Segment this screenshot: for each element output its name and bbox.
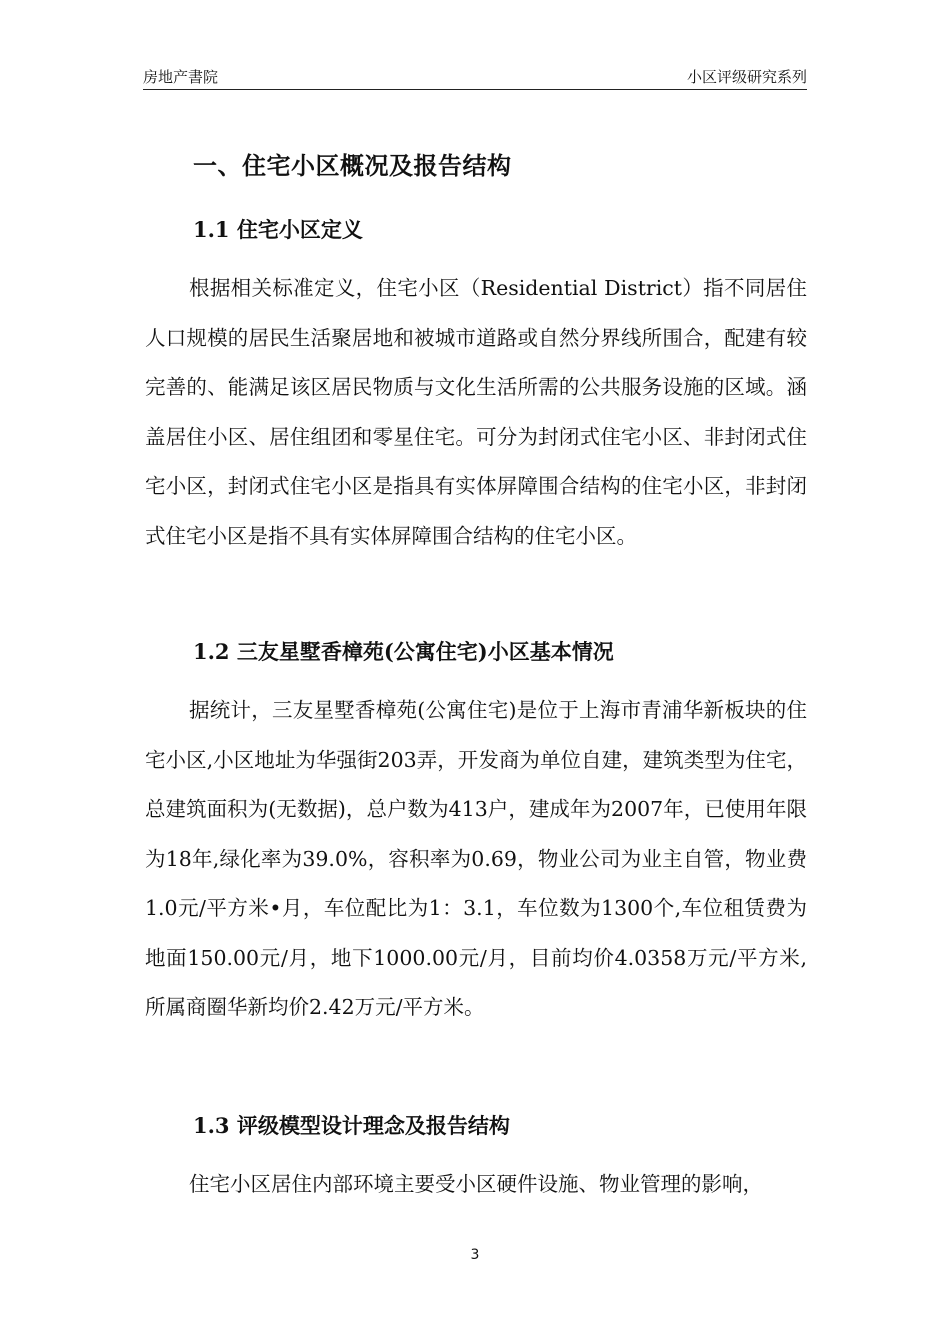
subsection-title-1-3: 1.3 评级模型设计理念及报告结构	[193, 1113, 510, 1138]
page-number: 3	[470, 1247, 480, 1263]
header-left-title: 房地产書院	[143, 68, 219, 86]
subsection-body-1-3: 住宅小区居住内部环境主要受小区硬件设施、物业管理的影响，	[189, 1172, 763, 1196]
subsection-title-1-2: 1.2 三友星墅香樟苑(公寓住宅)小区基本情况	[193, 639, 614, 664]
header-divider	[143, 89, 807, 90]
section-title: 一、住宅小区概况及报告结构	[193, 152, 512, 180]
subsection-body-1-1: 根据相关标准定义，住宅小区（Residential District）指不同居住人口规模的居民生活聚居地和被城市道路或自然分界线所围合，配建有较完善的、能满足该区居民物质与文化生活所需的公共服务设施的区域。涵盖居住小区、居住组团和零星住宅。可分为封闭式住宅小区、非封闭式住宅小区，封闭式住宅小区是指具有实体屏障围合结构的住宅小区，非封闭式住宅小区是指不具有实体屏障围合结构的住宅小区。	[145, 276, 807, 548]
subsection-body-1-2: 据统计，三友星墅香樟苑(公寓住宅)是位于上海市青浦华新板块的住宅小区,小区地址为华强街203弄，开发商为单位自建，建筑类型为住宅，总建筑面积为(无数据)，总户数为413户，建成年为2007年，已使用年限为18年,绿化率为39.0%，容积率为0.69，物业公司为业主自管，物业费1.0元/平方米•月，车位配比为1：3.1，车位数为1300个,车位租赁费为地面150.00元/月，地下1000.00元/月，目前均价4.0358万元/平方米,所属商圈华新均价2.42万元/平方米。	[145, 698, 807, 1019]
subsection-title-1-1: 1.1 住宅小区定义	[193, 217, 363, 242]
header-right-title: 小区评级研究系列	[686, 68, 807, 86]
